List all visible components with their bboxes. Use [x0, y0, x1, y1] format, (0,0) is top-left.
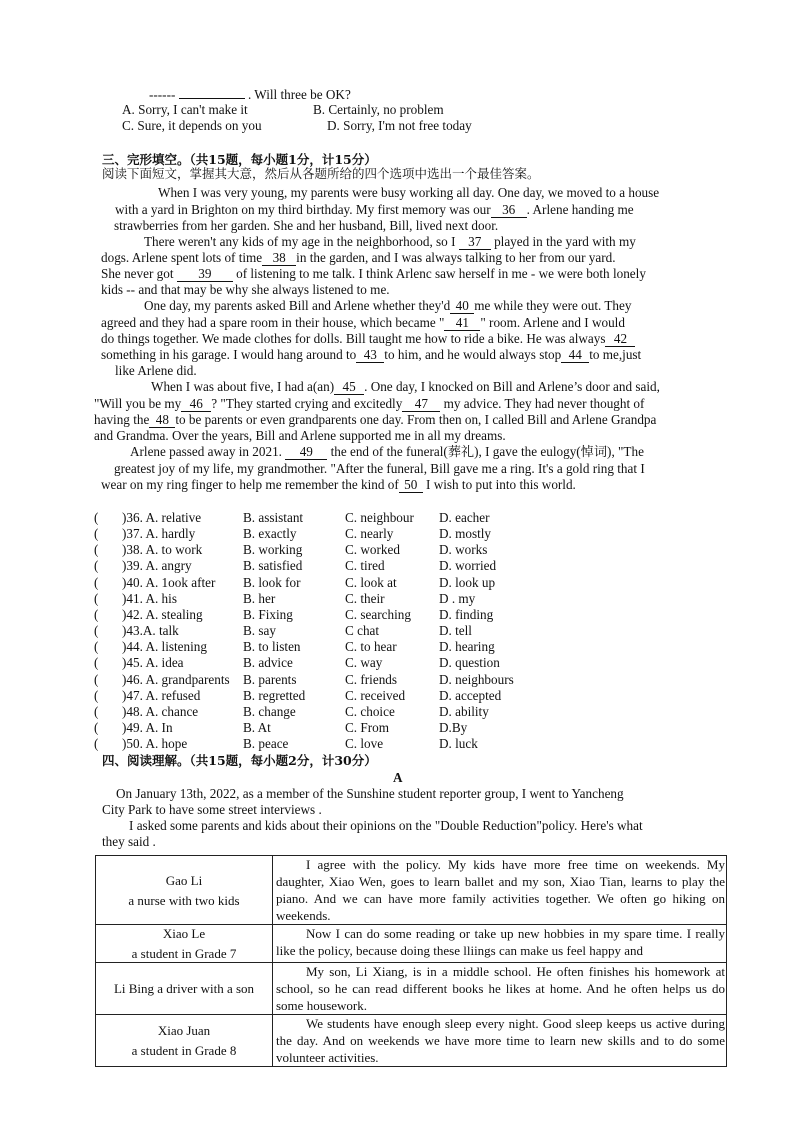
option-c[interactable]: C. tired	[345, 558, 385, 574]
option-c[interactable]: C. searching	[345, 606, 411, 622]
option-b[interactable]: B. her	[243, 590, 276, 606]
option-a[interactable]: )42. A. stealing	[122, 606, 203, 622]
answer-bracket[interactable]: (	[94, 655, 99, 671]
option-d[interactable]: D. luck	[439, 736, 478, 752]
option-a[interactable]: )36. A. relative	[122, 510, 202, 525]
intro-line: they said .	[102, 834, 156, 849]
blank-46[interactable]: 46	[181, 397, 211, 412]
passage-line: greatest joy of my life, my grandmother. "After the funeral, Bill gave me a ring. It's a gold ring that I	[114, 461, 645, 476]
blank-50[interactable]: 50	[399, 478, 423, 493]
option-b[interactable]: B. look for	[243, 574, 301, 590]
option-b[interactable]: B. assistant	[243, 510, 304, 525]
option-d[interactable]: D. ability	[439, 703, 489, 719]
option-d[interactable]: D . my	[439, 590, 476, 606]
option-c[interactable]: C. friends	[345, 671, 398, 687]
option-b[interactable]: B. regretted	[243, 687, 306, 703]
answer-bracket[interactable]: (	[94, 639, 99, 655]
option-b[interactable]: B. At	[243, 719, 271, 735]
section4-heading: 四、阅读理解。（共15题，每小题2分，计30分）	[102, 753, 377, 768]
passage-line: When I was about five, I had a(an) 45 . One day, I knocked on Bill and Arlene’s door and said,	[151, 379, 660, 394]
option-d[interactable]: D. question	[439, 655, 500, 671]
passage-line: Arlene passed away in 2021. 49 the end of the funeral(葬礼), I gave the eulogy(悼词), "The	[130, 444, 644, 459]
option-a[interactable]: )48. A. chance	[122, 703, 199, 719]
option-c[interactable]: C. their	[345, 590, 385, 606]
blank-44[interactable]: 44	[561, 348, 589, 363]
passage-line: do things together. We made clothes for dolls. Bill taught me how to ride a bike. He was always 42	[101, 331, 635, 347]
blank-43[interactable]: 43	[356, 348, 384, 363]
q15-option-a[interactable]: A. Sorry, I can't make it	[122, 102, 248, 117]
intro-line: City Park to have some street interviews .	[102, 802, 322, 817]
q15-option-b[interactable]: B. Certainly, no problem	[313, 102, 444, 117]
passage-line: There weren't any kids of my age in the neighborhood, so I 37 played in the yard with my	[144, 234, 636, 249]
answer-bracket[interactable]: (	[94, 703, 99, 719]
section3-instruction: 阅读下面短文，掌握其大意，然后从各题所给的四个选项中选出一个最佳答案。	[102, 166, 540, 181]
q15-option-c[interactable]: C. Sure, it depends on you	[122, 118, 262, 133]
table-row	[96, 963, 727, 1015]
passage-line: with a yard in Brighton on my third birthday. My first memory was our 36 . Arlene handing me	[115, 202, 634, 217]
option-a[interactable]: )45. A. idea	[122, 655, 184, 671]
option-a[interactable]: )46. A. grandparents	[122, 671, 230, 687]
person-cell: Xiao Juan a student in Grade 8	[96, 1015, 273, 1067]
opinion-cell: My son, Li Xiang, is in a middle school. He often finishes his homework at school, so he can read different books he likes at home. And he often helps us do some housework.	[273, 963, 727, 1015]
passage-line: kids -- and that may be why she always listened to me.	[101, 282, 390, 297]
answer-bracket[interactable]: (	[94, 574, 99, 590]
answer-blank[interactable]	[179, 98, 245, 99]
passage-line: something in his garage. I would hang around to 43 to him, and he would always stop 44 to me,just	[101, 347, 642, 362]
option-d[interactable]: D.By	[439, 719, 468, 735]
option-c[interactable]: C. neighbour	[345, 510, 414, 525]
option-b[interactable]: B. change	[243, 703, 296, 719]
blank-41[interactable]: 41	[444, 316, 480, 331]
passage-line: She never got 39 of listening to me talk. I think Arlenc saw herself in me - we were both lonely	[101, 266, 646, 281]
person-cell: Li Bing a driver with a son	[96, 963, 273, 1015]
option-d[interactable]: D. eacher	[439, 510, 490, 525]
option-c[interactable]: C. choice	[345, 703, 395, 719]
option-c[interactable]: C. look at	[345, 574, 397, 590]
answer-bracket[interactable]: (	[94, 526, 99, 542]
answer-bracket[interactable]: (	[94, 736, 99, 752]
option-b[interactable]: B. exactly	[243, 526, 297, 542]
table-row	[96, 856, 727, 925]
section3-heading: 三、完形填空。（共15题，每小题1分，计15分）	[102, 152, 377, 167]
option-d[interactable]: D. mostly	[439, 526, 492, 542]
option-c[interactable]: C. way	[345, 655, 383, 671]
option-b[interactable]: B. Fixing	[243, 606, 293, 622]
passage-line: wear on my ring finger to help me remember the kind of 50 I wish to put into this world.	[101, 477, 576, 492]
q15-stem: ------ . Will three be OK?	[149, 87, 351, 102]
blank-40[interactable]: 40	[450, 299, 474, 314]
answer-bracket[interactable]: (	[94, 623, 99, 639]
option-d[interactable]: D. finding	[439, 606, 494, 622]
passage-line: agreed and they had a spare room in their house, which became " 41 " room. Arlene and I would	[101, 315, 625, 330]
option-b[interactable]: B. parents	[243, 671, 297, 687]
blank-42[interactable]: 42	[605, 332, 635, 347]
option-d[interactable]: D. tell	[439, 623, 472, 639]
option-a[interactable]: )47. A. refused	[122, 687, 201, 703]
passage-label: A	[393, 770, 403, 785]
option-c[interactable]: C. nearly	[345, 526, 394, 542]
passage-line: and Grandma. Over the years, Bill and Arlene supported me in all my dreams.	[94, 428, 506, 443]
option-b[interactable]: B. peace	[243, 736, 289, 752]
option-d[interactable]: D. hearing	[439, 639, 495, 655]
answer-bracket[interactable]: (	[94, 719, 99, 735]
option-a[interactable]: )50. A. hope	[122, 736, 188, 752]
option-b[interactable]: B. satisfied	[243, 558, 303, 574]
passage-line: having the 48 to be parents or even grandparents one day. From then on, I called Bill and Arlene Grandpa	[94, 412, 657, 427]
option-c[interactable]: C. love	[345, 736, 384, 752]
option-b[interactable]: B. working	[243, 542, 303, 558]
option-b[interactable]: B. advice	[243, 655, 293, 671]
table-row	[96, 1015, 727, 1067]
option-d[interactable]: D. look up	[439, 574, 496, 590]
passage-line: "Will you be my 46 ? "They started crying and excitedly 47 my advice. They had never thought of	[94, 396, 645, 411]
table-row	[96, 925, 727, 963]
option-c[interactable]: C. From	[345, 719, 389, 735]
blank-37[interactable]: 37	[459, 235, 491, 250]
passage-line: dogs. Arlene spent lots of time 38 in the garden, and I was always talking to her from our yard.	[101, 250, 616, 265]
opinion-cell: I agree with the policy. My kids have more free time on weekends. My daughter, Xiao Wen, goes to learn ballet and my son, Xiao Tian, learns to play the piano. And we can have more family activities together. We often go hiking on weekends.	[273, 856, 727, 925]
opinion-cell: Now I can do some reading or take up new hobbies in my spare time. I really like the policy, because doing these lliings can make us feel happy and	[273, 925, 727, 963]
option-a[interactable]: )39. A. angry	[122, 558, 192, 574]
option-c[interactable]: C. to hear	[345, 639, 397, 655]
option-a[interactable]: )49. A. In	[122, 719, 173, 735]
option-a[interactable]: )40. A. 1ook after	[122, 574, 216, 590]
person-cell: Xiao Le a student in Grade 7	[96, 925, 273, 963]
answer-bracket[interactable]: (	[94, 542, 99, 558]
option-a[interactable]: )41. A. his	[122, 590, 177, 606]
answer-bracket[interactable]: (	[94, 687, 99, 703]
option-d[interactable]: D. worried	[439, 558, 497, 574]
option-d[interactable]: D. works	[439, 542, 488, 558]
opinion-cell: We students have enough sleep every night. Good sleep keeps us active during the day. And on weekends we have more time to learn new skills and to do some volunteer activities.	[273, 1015, 727, 1067]
passage-line: When I was very young, my parents were busy working all day. One day, we moved to a house	[158, 185, 660, 200]
q15-option-d[interactable]: D. Sorry, I'm not free today	[327, 118, 472, 133]
passage-line: One day, my parents asked Bill and Arlene whether they'd 40 me while they were out. They	[144, 298, 632, 313]
blank-45[interactable]: 45	[334, 380, 364, 395]
opinions-table	[95, 855, 727, 1067]
option-b[interactable]: B. say	[243, 623, 276, 639]
answer-bracket[interactable]: (	[94, 558, 99, 574]
intro-line: On January 13th, 2022, as a member of the Sunshine student reporter group, I went to Yancheng	[116, 786, 624, 801]
intro-line: I asked some parents and kids about their opinions on the "Double Reduction"policy. Here's what	[129, 818, 643, 833]
option-d[interactable]: D. neighbours	[439, 671, 514, 687]
option-a[interactable]: )37. A. hardly	[122, 526, 196, 542]
answer-bracket[interactable]: (	[94, 671, 99, 687]
person-cell: Gao Li a nurse with two kids	[96, 856, 273, 925]
option-d[interactable]: D. accepted	[439, 687, 502, 703]
option-b[interactable]: B. to listen	[243, 639, 301, 655]
option-a[interactable]: )44. A. listening	[122, 639, 207, 655]
option-c[interactable]: C. received	[345, 687, 406, 703]
blank-38[interactable]: 38	[262, 251, 296, 266]
answer-bracket[interactable]: (	[94, 590, 99, 606]
passage-line: strawberries from her garden. She and her husband, Bill, lived next door.	[114, 218, 499, 233]
blank-47[interactable]: 47	[402, 397, 440, 412]
option-c[interactable]: C. worked	[345, 542, 400, 558]
option-a[interactable]: )43.A. talk	[122, 623, 179, 639]
option-c[interactable]: C chat	[345, 623, 380, 639]
answer-bracket[interactable]: (	[94, 606, 99, 622]
blank-36[interactable]: 36	[491, 203, 527, 218]
answer-bracket[interactable]: (	[94, 510, 99, 525]
blank-39[interactable]: 39	[177, 267, 233, 282]
passage-line: like Arlene did.	[115, 363, 197, 378]
option-a[interactable]: )38. A. to work	[122, 542, 203, 558]
blank-48[interactable]: 48	[149, 413, 175, 428]
blank-49[interactable]: 49	[285, 445, 327, 460]
